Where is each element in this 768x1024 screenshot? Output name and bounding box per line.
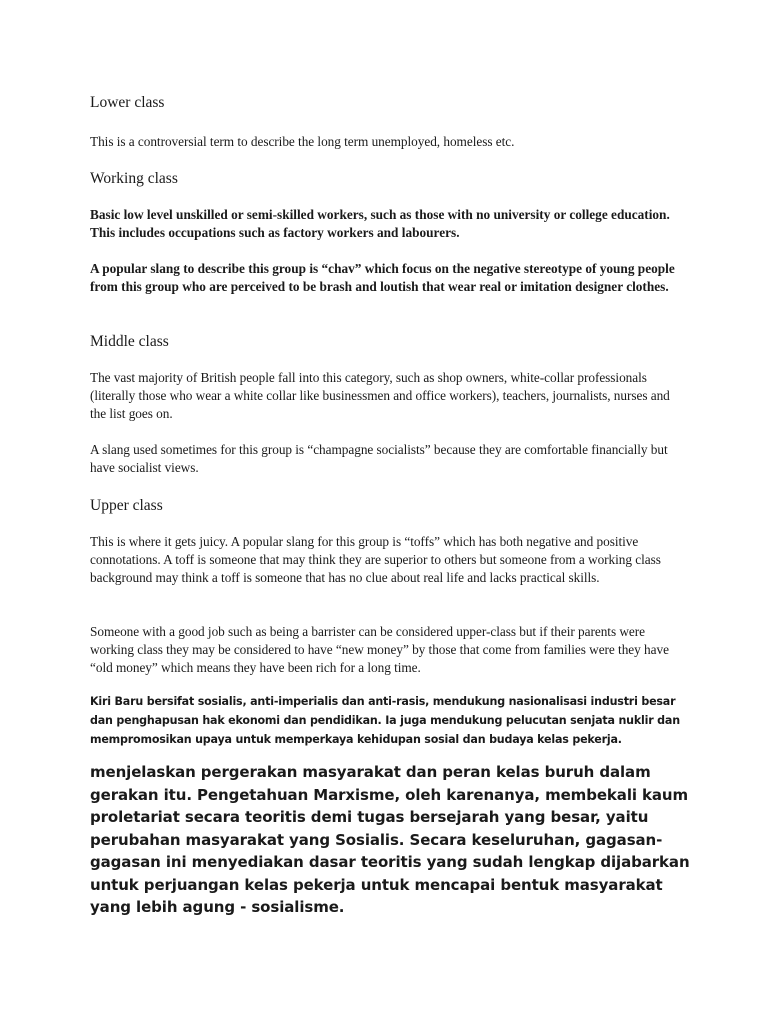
- paragraph-malay-1: Kiri Baru bersifat sosialis, anti-imperialis dan anti-rasis, mendukung nasionalisasi industri besar dan penghapusan hak ekonomi dan pendidikan. Ia juga mendukung pelucutan senjata nuklir dan mempromosikan upaya untuk memperkaya kehidupan sosial dan budaya kelas pekerja.: [90, 695, 680, 746]
- heading-lower-class: Lower class: [90, 94, 165, 111]
- paragraph-upper-class-2: Someone with a good job such as being a barrister can be considered upper-class but if their parents were working class they may be considered to have “new money” by those that come from families were they have “old money” which means they have been rich for a long time.: [90, 624, 669, 675]
- heading-working-class: Working class: [90, 170, 178, 187]
- paragraph-middle-class-1: The vast majority of British people fall into this category, such as shop owners, white-collar professionals (literally those who wear a white collar like businessmen and office workers), teachers, journalists, nurses and the list goes on.: [90, 370, 670, 421]
- paragraph-malay-2: menjelaskan pergerakan masyarakat dan peran kelas buruh dalam gerakan itu. Pengetahuan Marxisme, oleh karenanya, membekali kaum proletariat secara teoritis demi tugas bersejarah yang besar, yaitu perubahan masyarakat yang Sosialis. Secara keseluruhan, gagasan-gagasan ini menyediakan dasar teoritis yang sudah lengkap dijabarkan untuk perjuangan kelas pekerja untuk mencapai bentuk masyarakat yang lebih agung - sosialisme.: [90, 763, 690, 916]
- paragraph-working-class-1: Basic low level unskilled or semi-skilled workers, such as those with no university or college education. This includes occupations such as factory workers and labourers.: [90, 207, 670, 240]
- paragraph-working-class-2: A popular slang to describe this group is “chav” which focus on the negative stereotype of young people from this group who are perceived to be brash and loutish that wear real or imitation designer clothes.: [90, 261, 675, 294]
- heading-middle-class: Middle class: [90, 333, 169, 350]
- paragraph-lower-class: This is a controversial term to describe the long term unemployed, homeless etc.: [90, 134, 515, 149]
- paragraph-upper-class-1: This is where it gets juicy. A popular slang for this group is “toffs” which has both negative and positive connotations. A toff is someone that may think they are superior to others but someone from a working class background may think a toff is someone that has no clue about real life and lacks practical skills.: [90, 534, 661, 585]
- heading-upper-class: Upper class: [90, 497, 163, 514]
- paragraph-middle-class-2: A slang used sometimes for this group is “champagne socialists” because they are comfortable financially but have socialist views.: [90, 442, 668, 475]
